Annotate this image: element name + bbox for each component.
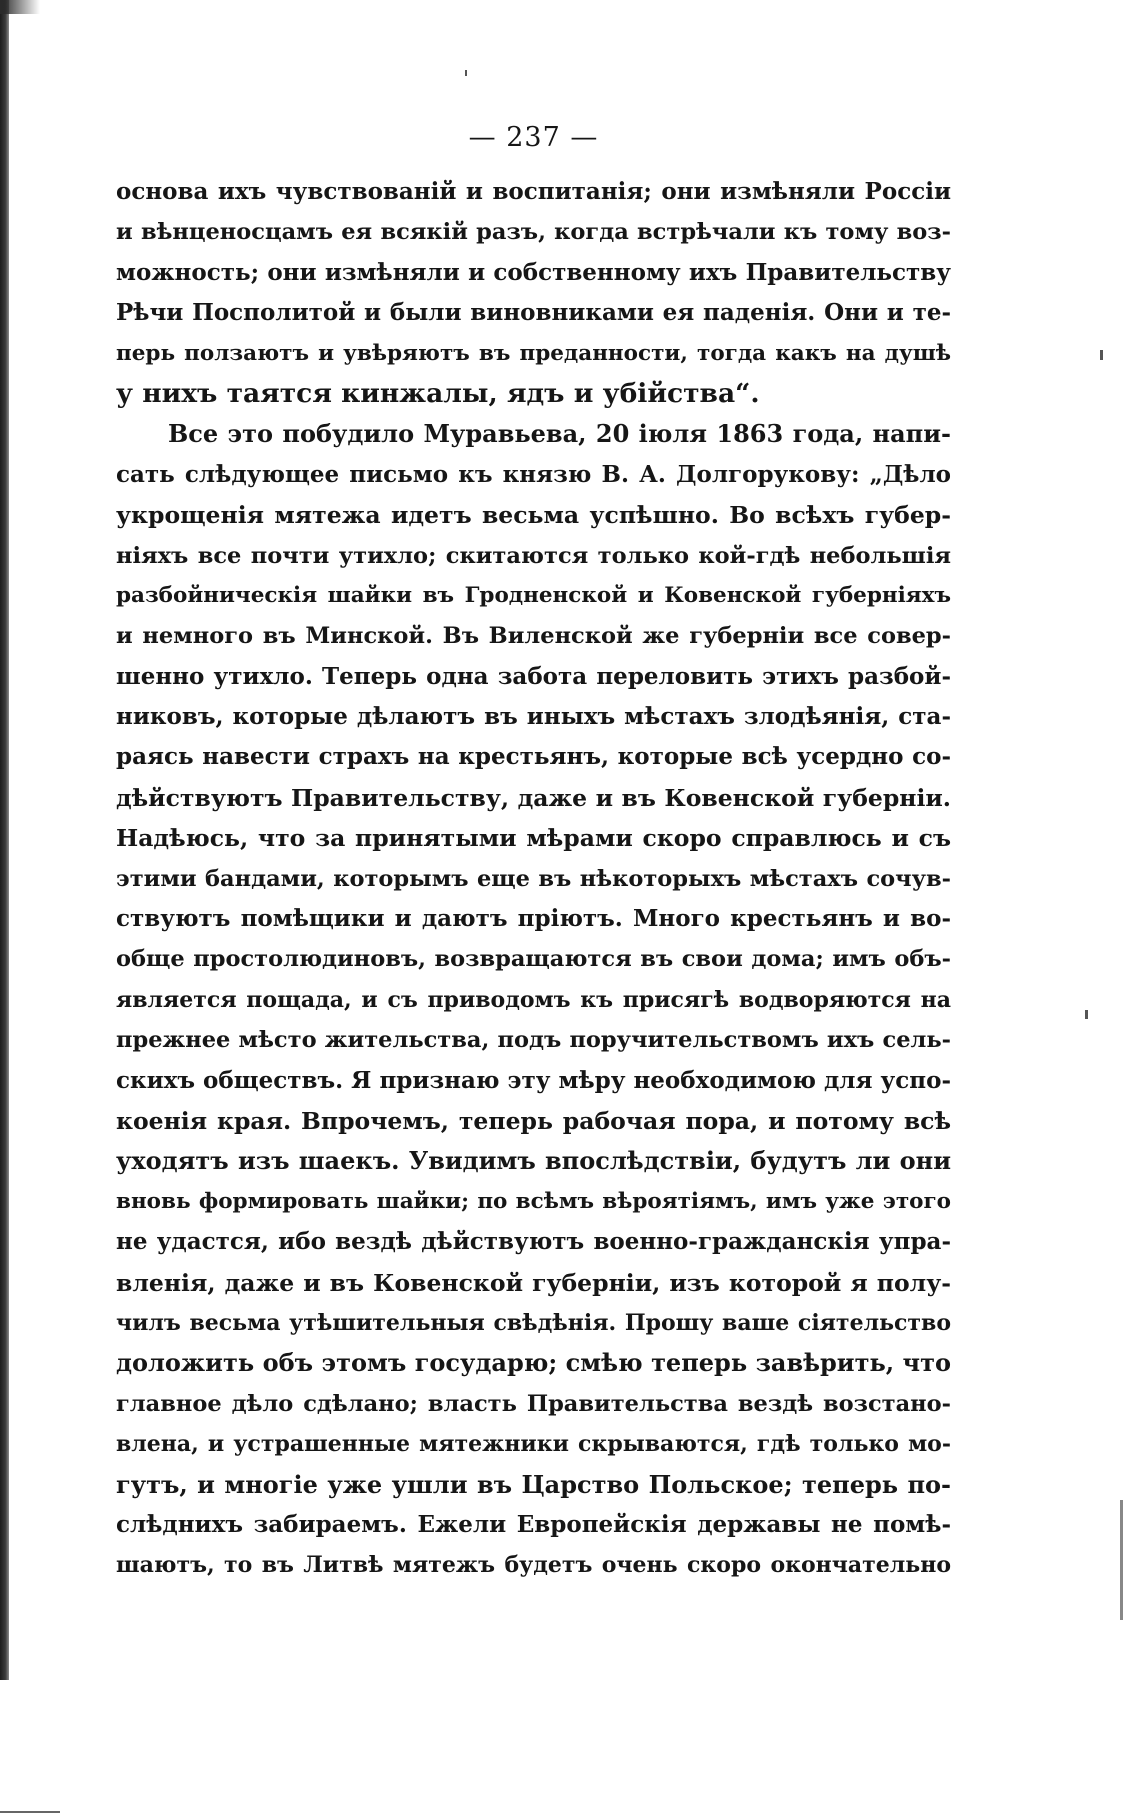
text-line: слѣднихъ забираемъ. Ежели Европейскія державы не помѣ- [116,1510,951,1538]
text-line: укрощенія мятежа идетъ весьма успѣшно. Во всѣхъ губер- [116,501,951,530]
text-line: сать слѣдующее письмо къ князю В. А. Долгорукову: „Дѣло [116,460,951,488]
text-line: перь ползаютъ и увѣряютъ въ преданности, тогда какъ на душѣ [116,340,951,366]
paragraph-1 [116,172,951,414]
text-line: разбойническія шайки въ Гродненской и Ковенской губерніяхъ [116,582,951,608]
scan-bottom-mark [0,1811,60,1813]
scan-corner-mark [0,0,40,14]
scan-speck [1120,1500,1123,1620]
text-line: ствуютъ помѣщики и даютъ пріютъ. Много крестьянъ и во- [116,905,951,933]
scan-speck [1085,1010,1088,1019]
text-line: обще простолюдиновъ, возвращаются въ свои дома; имъ объ- [116,946,951,973]
text-line: Надѣюсь, что за принятыми мѣрами скоро справлюсь и съ [116,824,951,853]
text-line: вленія, даже и въ Ковенской губерніи, изъ которой я полу- [116,1268,951,1297]
text-line: гутъ, и многіе уже ушли въ Царство Польское; теперь по- [116,1469,951,1499]
book-page [116,118,951,1586]
text-line: дѣйствуютъ Правительству, даже и въ Ковенской губерніи. [116,783,951,812]
text-line: и немного въ Минской. Въ Виленской же губерніи все совер- [116,623,951,650]
text-line: не удастся, ибо вездѣ дѣйствуютъ военно-гражданскія упра- [116,1228,951,1256]
text-line: у нихъ таятся кинжалы, ядъ и убійства“. [116,377,760,409]
text-line: главное дѣло сдѣлано; власть Правительства вездѣ возстано- [116,1390,951,1417]
text-line: и вѣнценосцамъ ея всякій разъ, когда встрѣчали къ тому воз- [116,219,951,246]
paragraph-2 [116,414,951,1585]
scan-speck [1100,350,1103,360]
text-line: прежнее мѣсто жительства, подъ поручительствомъ ихъ сель- [116,1027,951,1054]
text-line: скихъ обществъ. Я признаю эту мѣру необходимою для успо- [116,1066,951,1094]
text-line: основа ихъ чувствованій и воспитанія; они измѣняли Россіи [116,178,951,205]
text-line: коенія края. Впрочемъ, теперь рабочая пора, и потому всѣ [116,1106,951,1135]
text-line: вновь формировать шайки; по всѣмъ вѣроятіямъ, имъ уже этого [116,1188,951,1214]
text-line: шенно утихло. Теперь одна забота переловить этихъ разбой- [116,662,951,690]
text-line: можность; они измѣняли и собственному ихъ Правительству [116,258,951,286]
text-line: уходятъ изъ шаекъ. Увидимъ впослѣдствіи, будутъ ли они [116,1146,951,1176]
scan-left-edge [0,0,9,1680]
text-line: являетcя пощада, и съ приводомъ къ присягѣ водворяются на [116,986,951,1013]
scan-speck [465,70,467,76]
text-line: чилъ весьма утѣшительныя свѣдѣнія. Прошу ваше сіятельство [116,1309,951,1336]
page-number: — 237 — [468,122,599,153]
text-line: влена, и устрашенные мятежники скрываются, гдѣ только мо- [116,1431,951,1458]
text-line: доложить объ этомъ государю; смѣю теперь завѣрить, что [116,1348,951,1378]
text-line: ніяхъ все почти утихло; скитаются только кой-гдѣ небольшія [116,542,951,569]
text-line: Рѣчи Посполитой и были виновниками ея паденія. Они и те- [116,299,951,327]
text-line: никовъ, которые дѣлаютъ въ иныхъ мѣстахъ злодѣянія, ста- [116,703,951,731]
text-line: раясь навести страхъ на крестьянъ, которые всѣ усердно со- [116,743,951,771]
text-line: этими бандами, которымъ еще въ нѣкоторыхъ мѣстахъ сочув- [116,865,951,892]
text-line: шаютъ, то въ Литвѣ мятежъ будетъ очень скоро окончательно [116,1552,951,1579]
text-line: Все это побудило Муравьева, 20 іюля 1863 года, напи- [168,419,951,449]
